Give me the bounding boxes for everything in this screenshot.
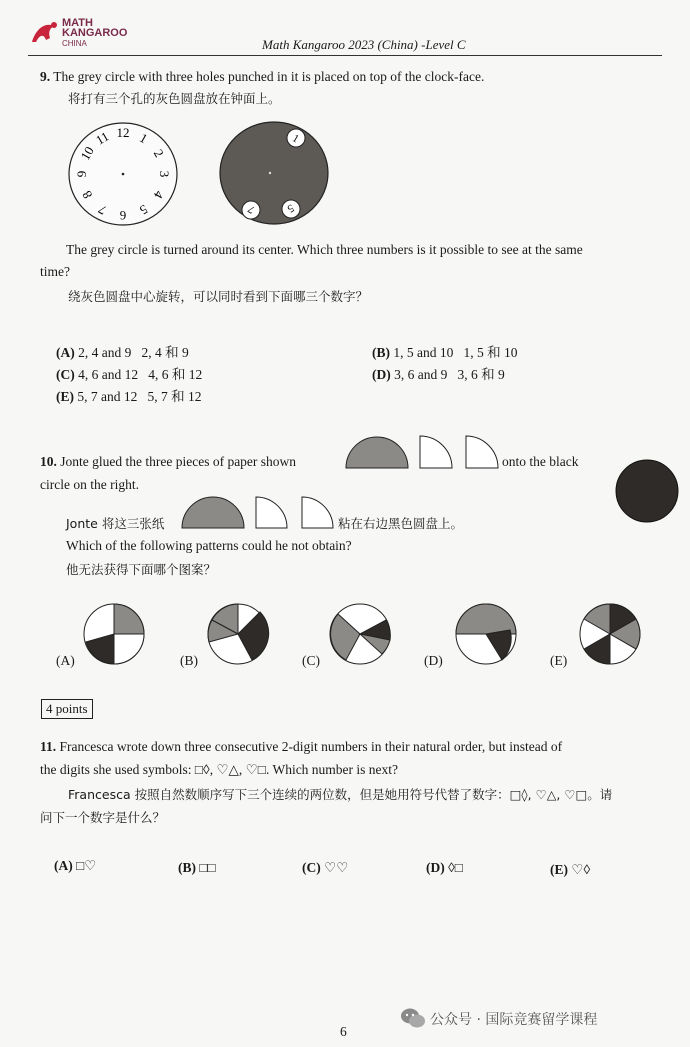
- clock-number: 6: [119, 208, 127, 223]
- q10-text-en-1: Jonte glued the three pieces of paper shown: [60, 454, 297, 469]
- clock-number: 1: [137, 129, 151, 147]
- wechat-icon: [400, 1006, 426, 1030]
- pattern-b-label: (B): [180, 653, 198, 668]
- pattern-b[interactable]: [204, 602, 272, 666]
- q10-text-en-3: circle on the right.: [40, 477, 139, 492]
- hole-number-3: 5: [285, 201, 296, 215]
- q9-option-d[interactable]: (D) 3, 6 and 9 3, 6 和 9: [372, 367, 505, 382]
- page-number: 6: [340, 1024, 347, 1039]
- q10-text-en-2: onto the black: [502, 454, 579, 469]
- kangaroo-logo-icon: [28, 18, 60, 48]
- pattern-a[interactable]: [80, 602, 148, 666]
- points-section-label: 4 points: [41, 699, 93, 719]
- q11-option-e[interactable]: (E) ♡◊: [550, 862, 591, 877]
- logo-line-1: MATH: [62, 17, 93, 29]
- pattern-e-label: (E): [550, 653, 568, 668]
- pattern-d[interactable]: [452, 602, 520, 666]
- clock-number: 8: [78, 188, 96, 202]
- q9-option-a[interactable]: (A) 2, 4 and 9 2, 4 和 9: [56, 345, 189, 360]
- logo-line-2: KANGAROO: [62, 27, 128, 39]
- clock-number: 12: [116, 125, 130, 140]
- q9-option-b[interactable]: (B) 1, 5 and 10 1, 5 和 10: [372, 345, 518, 360]
- q11-option-b[interactable]: (B) □□: [178, 860, 216, 875]
- q10-text-cn-2: 粘在右边黑色圆盘上。: [338, 516, 464, 531]
- q9-number: 9.: [40, 69, 51, 84]
- q9-text-cn: 将打有三个孔的灰色圆盘放在钟面上。: [68, 91, 281, 106]
- pattern-c-label: (C): [302, 653, 320, 668]
- clock-number: 9: [74, 170, 89, 178]
- black-circle: [614, 458, 680, 524]
- clock-number: 5: [137, 201, 151, 219]
- q11-option-d[interactable]: (D) ◊□: [426, 860, 463, 875]
- q11-intro: [40, 737, 562, 757]
- q11-option-a[interactable]: (A) □♡: [54, 858, 97, 873]
- clock-face: [66, 120, 180, 228]
- clock-number: 3: [157, 170, 172, 178]
- pattern-d-label: (D): [424, 653, 443, 668]
- q11-option-c[interactable]: (C) ♡♡: [302, 860, 349, 875]
- clock-number: 11: [93, 128, 112, 148]
- q9-intro: [40, 67, 484, 87]
- q9-option-e[interactable]: (E) 5, 7 and 12 5, 7 和 12: [56, 389, 202, 404]
- clock-number: 2: [150, 146, 168, 160]
- q9-question-cn: 绕灰色圆盘中心旋转，可以同时看到下面哪三个数字？: [68, 289, 369, 304]
- hole-number-1: 1: [290, 132, 301, 146]
- q10-question-en: Which of the following patterns could he not obtain?: [66, 538, 352, 553]
- watermark: 公众号 · 国际竞赛留学课程: [430, 1012, 598, 1028]
- paper-pieces-2: [180, 494, 336, 530]
- q11-text-en-2: the digits she used symbols: □◊, ♡△, ♡□. Which number is next?: [40, 762, 399, 777]
- header-divider: [28, 55, 662, 56]
- pattern-c[interactable]: [326, 602, 394, 666]
- clock-number: 4: [150, 188, 168, 202]
- q11-number: 11.: [40, 739, 57, 754]
- pattern-e[interactable]: [576, 602, 644, 666]
- clock-number: 10: [77, 143, 97, 163]
- q11-text-cn-1: Francesca 按照自然数顺序写下三个连续的两位数，但是她用符号代替了数字：□◊, ♡△, ♡□。请: [68, 787, 613, 802]
- page-title: Math Kangaroo 2023 (China) -Level C: [262, 37, 466, 52]
- q10-number: 10.: [40, 454, 57, 469]
- paper-pieces-1: [344, 432, 500, 470]
- q11-text-cn-2: 问下一个数字是什么？: [40, 810, 166, 825]
- q9-question-line1: The grey circle is turned around its center. Which three numbers is it possible to see at the same: [66, 242, 583, 257]
- q10-text-cn-1: Jonte 将这三张纸: [66, 516, 165, 531]
- hole-number-2: 7: [246, 202, 257, 216]
- q11-text-en-1: Francesca wrote down three consecutive 2-digit numbers in their natural order, but instead of: [59, 739, 563, 754]
- clock-number: 7: [95, 201, 109, 219]
- q10-intro: [40, 452, 296, 472]
- pattern-a-label: (A): [56, 653, 75, 668]
- q9-question-line2: time?: [40, 264, 70, 279]
- logo-line-3: CHINA: [62, 39, 87, 48]
- grey-disc: [218, 120, 330, 226]
- q9-text-en: The grey circle with three holes punched in it is placed on top of the clock-face.: [53, 69, 485, 84]
- q10-question-cn: 他无法获得下面哪个图案？: [66, 562, 217, 577]
- q9-option-c[interactable]: (C) 4, 6 and 12 4, 6 和 12: [56, 367, 203, 382]
